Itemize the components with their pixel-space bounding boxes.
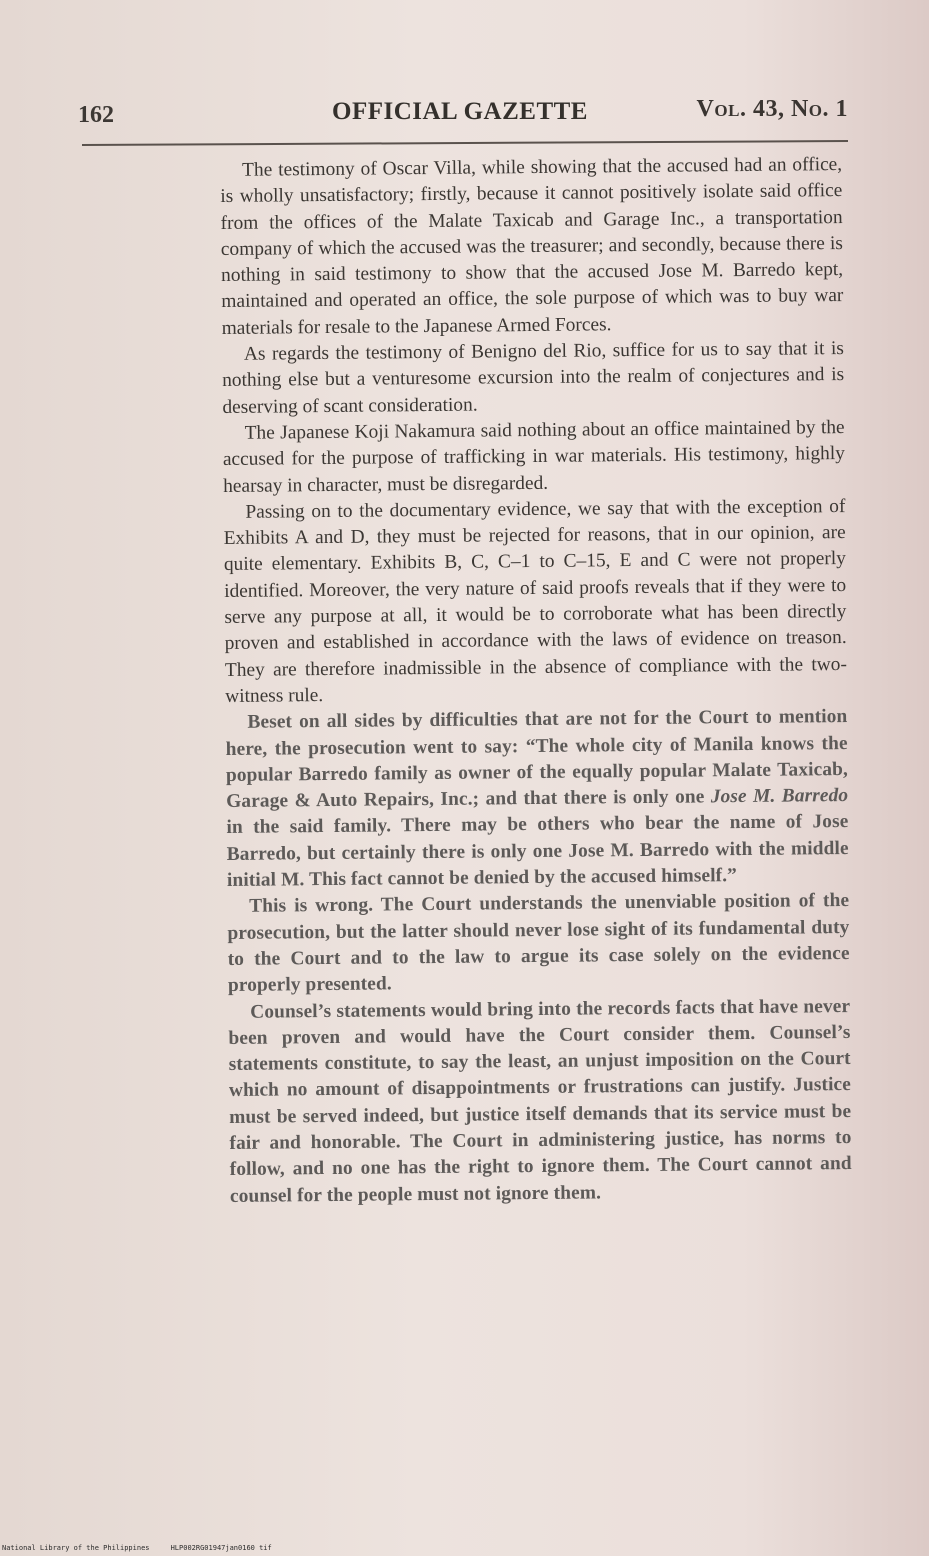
publication-title: OFFICIAL GAZETTE xyxy=(332,98,588,125)
paragraph-text: Beset on all sides by difficulties that are not for the Court to mention here, the prosecution went to say: “The whole city of Manila knows the popular Barredo family as owner of the equally popular Malate Taxicab, Garage & Auto Repairs, Inc.; and that there is only one xyxy=(225,706,848,813)
paragraph-text: in the said family. There may be others who bear the name of Jose Barredo, but certainly there is only one Jose M. Barredo with the middle initial M. This fact cannot be denied by the accused himself.” xyxy=(226,811,849,891)
scan-footer xyxy=(2,1544,602,1556)
paragraph: Counsel’s statements would bring into the records facts that have never been proven and would have the Court consider them. Counsel’s statements constitute, to say the least, an unjust imposition on the Court which no amount of disappointments or frustrations can justify. Justice must be served indeed, but justice itself demands that its service must be fair and honorable. The Court in administering justice, has norms to follow, and no one has the right to ignore them. The Court cannot and counsel for the people must not ignore them. xyxy=(228,995,852,1207)
page-number: 162 xyxy=(78,102,114,128)
body-text xyxy=(220,152,852,1210)
library-name: National Library of the Philippines xyxy=(2,1544,150,1552)
page-header xyxy=(78,94,848,134)
paragraph-quotation xyxy=(225,704,849,894)
italic-name: Jose M. Barredo xyxy=(710,785,849,808)
header-rule xyxy=(82,140,848,146)
paragraph: As regards the testimony of Benigno del Rio, suffice for us to say that it is nothing else but a venturesome excursion into the realm of conjectures and is deserving of scant consideration. xyxy=(222,338,845,418)
paragraph: The testimony of Oscar Villa, while showing that the accused had an office, is wholly unsatisfactory; firstly, because it cannot positively isolate said office from the offices of the Malate Taxicab and Garage Inc., a transportation company of which the accused was the treasurer; and secondly, because there is nothing in said testimony to show that the accused Jose M. Barredo kept, maintained and operated an office, the sole purpose of which was to buy war materials for resale to the Japanese Armed Forces. xyxy=(220,154,844,339)
paragraph: This is wrong. The Court understands the unenviable position of the prosecution, but the latter should never lose sight of its fundamental duty to the Court and to the law to argue its case solely on the evidence properly presented. xyxy=(227,890,850,997)
paragraph: Passing on to the documentary evidence, we say that with the exception of Exhibits A and D, they must be rejected for reasons, that in our opinion, are quite elementary. Exhibits B, C, C–1 to C–15, E and C were not properly identified. Moreover, the very nature of said proofs reveals that if they were to serve any purpose at all, it would be to corroborate what has been directly proven and established in accordance with the laws of evidence on treason. They are therefore inadmissible in the absence of compliance with the two-witness rule. xyxy=(223,495,847,707)
paragraph: The Japanese Koji Nakamura said nothing about an office maintained by the accused for the purpose of trafficking in war materials. His testimony, highly hearsay in character, must be disregarded. xyxy=(222,416,845,497)
volume-number: Vol. 43, No. 1 xyxy=(696,96,848,122)
file-id: HLP002RG01947jan0160 tif xyxy=(170,1544,272,1552)
